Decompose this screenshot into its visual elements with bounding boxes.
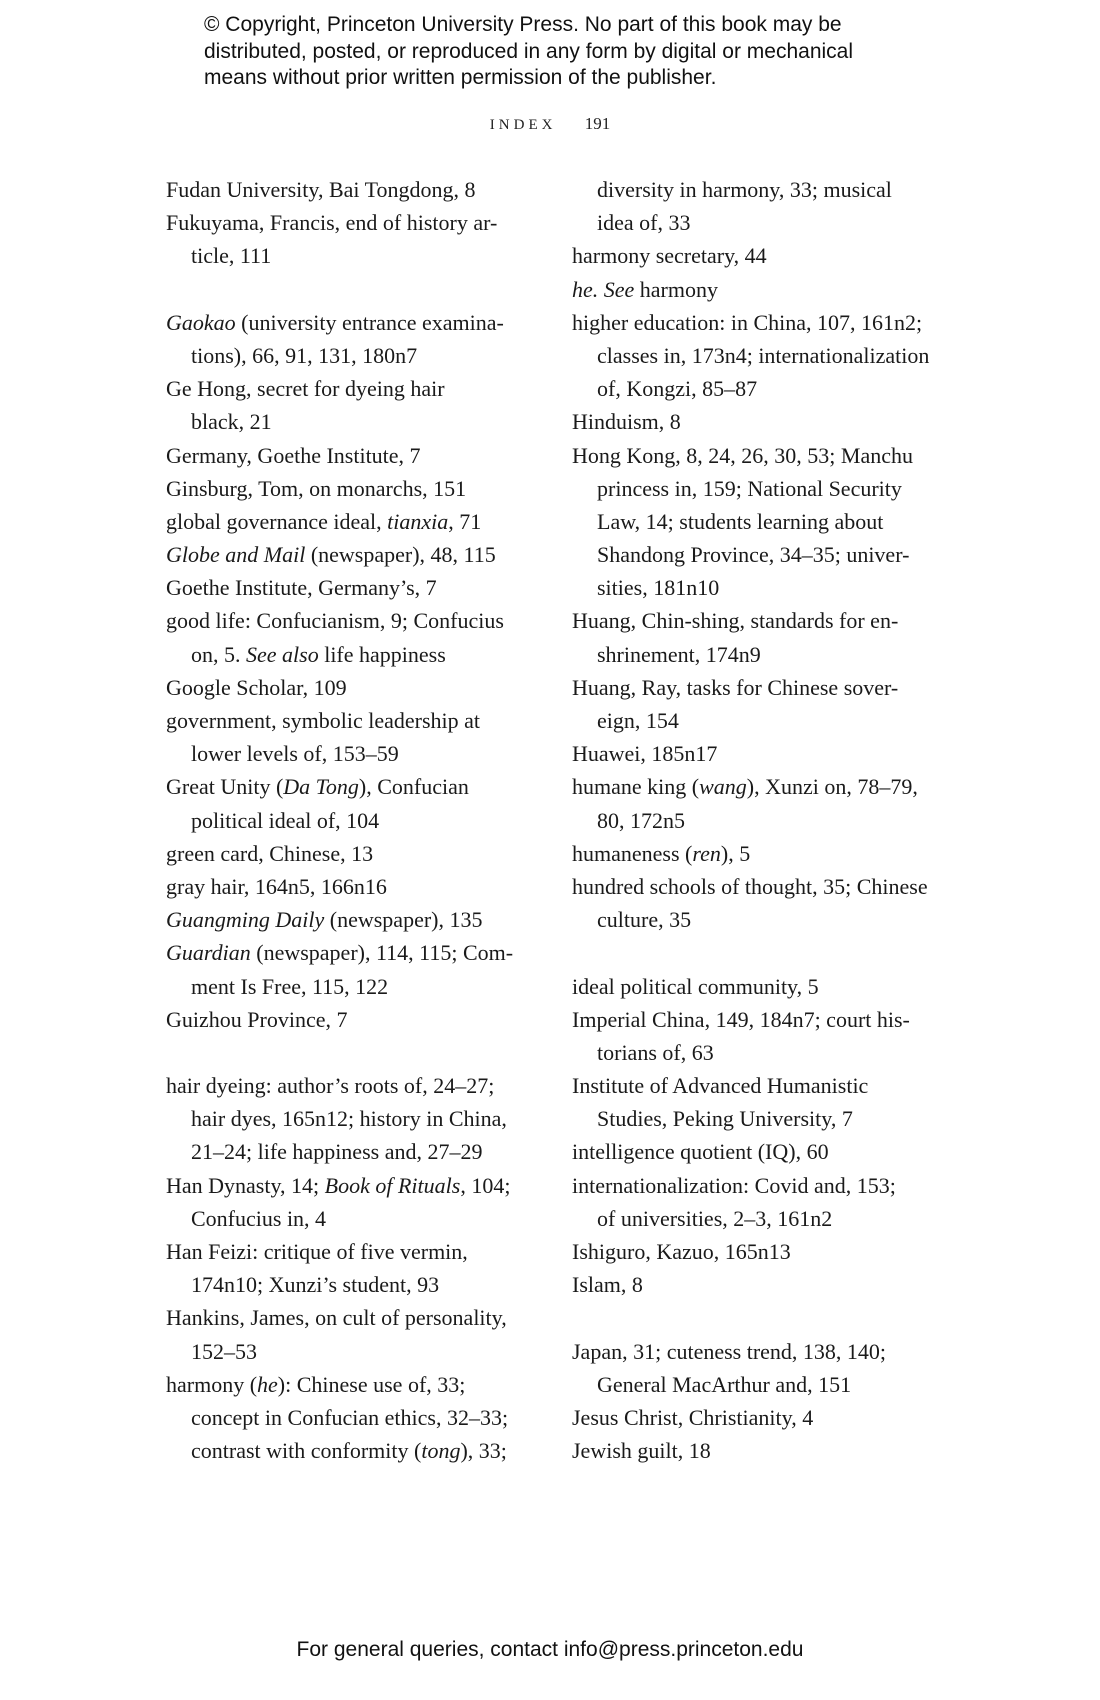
index-entry-continuation: classes in, 173n4; internationalization — [597, 342, 930, 368]
index-entry: Hinduism, 8 — [572, 409, 681, 435]
index-entry: Hankins, James, on cult of personality, — [166, 1305, 507, 1331]
index-entry-continuation: of universities, 2–3, 161n2 — [597, 1205, 833, 1231]
index-entry: Imperial China, 149, 184n7; court his- — [572, 1006, 910, 1032]
index-entry: global governance ideal, tianxia, 71 — [166, 508, 482, 534]
index-entry-continuation: 152–53 — [191, 1338, 257, 1364]
index-entry: humane king (wang), Xunzi on, 78–79, — [572, 774, 918, 800]
section-gap — [572, 1301, 962, 1334]
index-entry-continuation: princess in, 159; National Security — [597, 475, 902, 501]
index-entry: good life: Confucianism, 9; Confucius — [166, 608, 504, 634]
index-entry: Guardian (newspaper), 114, 115; Com- — [166, 940, 514, 966]
index-entry: hair dyeing: author’s roots of, 24–27; — [166, 1073, 495, 1099]
copyright-line: © Copyright, Princeton University Press. No part of this book may be — [204, 13, 842, 36]
index-entry: he. See harmony — [572, 276, 718, 302]
section-gap — [166, 1036, 548, 1069]
index-entry: hundred schools of thought, 35; Chinese — [572, 873, 928, 899]
index-entry: Fukuyama, Francis, end of history ar- — [166, 210, 498, 236]
index-entry: intelligence quotient (IQ), 60 — [572, 1139, 829, 1165]
index-entry-continuation: ment Is Free, 115, 122 — [191, 973, 389, 999]
index-entry: Jesus Christ, Christianity, 4 — [572, 1404, 814, 1430]
index-entry: Germany, Goethe Institute, 7 — [166, 442, 421, 468]
index-entry: Huang, Chin-shing, standards for en- — [572, 608, 899, 634]
index-entry: Japan, 31; cuteness trend, 138, 140; — [572, 1338, 887, 1364]
index-entry-continuation: Studies, Peking University, 7 — [597, 1106, 853, 1132]
index-entry-continuation: idea of, 33 — [597, 210, 691, 236]
index-entry: internationalization: Covid and, 153; — [572, 1172, 896, 1198]
index-entry: Fudan University, Bai Tongdong, 8 — [166, 177, 476, 202]
index-entry-continuation: of, Kongzi, 85–87 — [597, 376, 758, 402]
index-entry: Globe and Mail (newspaper), 48, 115 — [166, 542, 496, 568]
index-entry-continuation: ticle, 111 — [191, 243, 272, 269]
index-entry: Han Dynasty, 14; Book of Rituals, 104; — [166, 1172, 511, 1198]
index-entry-continuation: Confucius in, 4 — [191, 1205, 327, 1231]
index-entry: higher education: in China, 107, 161n2; — [572, 309, 923, 335]
index-entry: Ge Hong, secret for dyeing hair — [166, 376, 445, 402]
index-entry: Ishiguro, Kazuo, 165n13 — [572, 1239, 791, 1264]
index-entry: Guangming Daily (newspaper), 135 — [166, 907, 483, 933]
index-entry-continuation: on, 5. See also life happiness — [191, 641, 446, 667]
index-entry-continuation: diversity in harmony, 33; musical — [597, 177, 892, 202]
index-entry-continuation: torians of, 63 — [597, 1039, 714, 1065]
index-entry-continuation: sities, 181n10 — [597, 575, 720, 601]
index-entry: government, symbolic leadership at — [166, 708, 481, 733]
index-column-left — [166, 173, 548, 1467]
index-entry-continuation: 174n10; Xunzi’s student, 93 — [191, 1272, 440, 1298]
index-entry: Han Feizi: critique of five vermin, — [166, 1239, 468, 1264]
index-entry: Great Unity (Da Tong), Confucian — [166, 774, 469, 800]
index-entry-continuation: eign, 154 — [597, 708, 679, 733]
copyright-line: distributed, posted, or reproduced in any form by digital or mechanical — [204, 39, 854, 63]
index-entry: Huang, Ray, tasks for Chinese sover- — [572, 674, 899, 700]
index-entry: Google Scholar, 109 — [166, 674, 347, 700]
index-entry-continuation: political ideal of, 104 — [191, 807, 380, 833]
section-gap — [572, 936, 962, 969]
index-entry-continuation: contrast with conformity (tong), 33; — [191, 1438, 507, 1464]
index-entry: green card, Chinese, 13 — [166, 840, 374, 866]
index-entry-continuation: 21–24; life happiness and, 27–29 — [191, 1139, 483, 1165]
index-entry: Institute of Advanced Humanistic — [572, 1073, 869, 1099]
index-entry: Islam, 8 — [572, 1272, 643, 1298]
index-entry: Goethe Institute, Germany’s, 7 — [166, 575, 437, 601]
index-entry: harmony (he): Chinese use of, 33; — [166, 1371, 466, 1397]
index-entry: Guizhou Province, 7 — [166, 1006, 348, 1032]
index-entry-continuation: black, 21 — [191, 409, 272, 435]
index-entry-continuation: Shandong Province, 34–35; univer- — [597, 542, 910, 568]
index-entry: gray hair, 164n5, 166n16 — [166, 873, 387, 899]
running-head — [0, 114, 1100, 134]
copyright-notice — [204, 12, 964, 92]
index-entry: Huawei, 185n17 — [572, 741, 718, 767]
running-head-label: INDEX — [489, 117, 557, 133]
index-entry-continuation: General MacArthur and, 151 — [597, 1371, 852, 1397]
index-entry-continuation: Law, 14; students learning about — [597, 508, 884, 534]
index-entry: Gaokao (university entrance examina- — [166, 309, 504, 335]
index-entry-continuation: 80, 172n5 — [597, 807, 685, 833]
index-entry-continuation: shrinement, 174n9 — [597, 641, 761, 667]
index-entry: humaneness (ren), 5 — [572, 840, 751, 866]
index-entry: Jewish guilt, 18 — [572, 1438, 711, 1464]
index-column-right — [572, 173, 962, 1467]
index-entry-continuation: hair dyes, 165n12; history in China, — [191, 1106, 507, 1132]
footer-contact: For general queries, contact info@press.princeton.edu — [296, 1638, 804, 1661]
index-entry-continuation: culture, 35 — [597, 907, 692, 933]
index-entry-continuation: lower levels of, 153–59 — [191, 741, 399, 767]
index-entry-continuation: concept in Confucian ethics, 32–33; — [191, 1404, 509, 1430]
index-entry: Hong Kong, 8, 24, 26, 30, 53; Manchu — [572, 442, 913, 468]
index-entry: Ginsburg, Tom, on monarchs, 151 — [166, 475, 467, 501]
index-entry: harmony secretary, 44 — [572, 243, 767, 269]
section-gap — [166, 273, 548, 306]
index-entry-continuation: tions), 66, 91, 131, 180n7 — [191, 342, 418, 368]
page-number: 191 — [584, 114, 611, 133]
copyright-line: means without prior written permission of the publisher. — [204, 66, 717, 89]
index-entry: ideal political community, 5 — [572, 973, 819, 999]
